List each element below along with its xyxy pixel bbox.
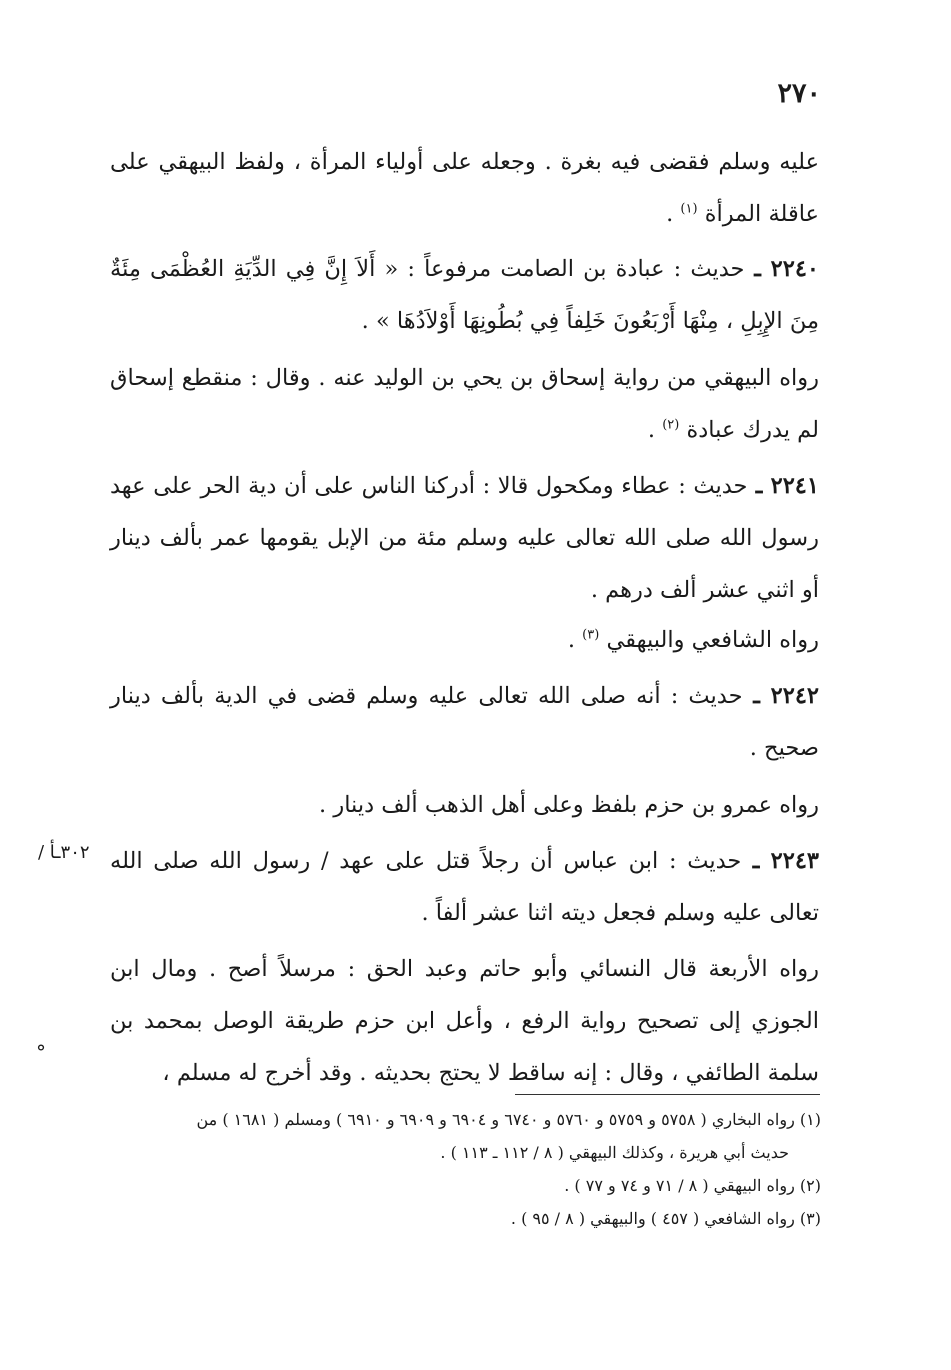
hadith-text: حديث : عطاء ومكحول قالا : أدركنا الناس على أن دية الحر على عهد رسول الله صلى الله تعالى عليه وسلم مئة من الإبل يقومها عمر بألف دينار أو اثني عشر ألف درهم . bbox=[110, 473, 819, 603]
hadith-text: حديث : ابن عباس أن رجلاً قتل على عهد / رسول الله صلى الله تعالى عليه وسلم فجعل ديته اثنا عشر ألفاً . bbox=[110, 848, 819, 926]
footnote-reference: (١) bbox=[680, 201, 698, 217]
hadith-text: حديث : عبادة بن الصامت مرفوعاً : « أَلاَ إِنَّ فِي الدِّيَةِ العُظْمَى مِئَةٌ مِنَ الإِبِلِ ، مِنْهَا أَرْبَعُونَ خَلِفاً فِي بُطُونِهَا أَوْلاَدُهَا » . bbox=[110, 256, 819, 334]
narration-2242 bbox=[110, 779, 819, 831]
paragraph-continuation bbox=[110, 136, 819, 240]
narration-2241 bbox=[110, 614, 819, 666]
narration-text: رواه الشافعي والبيهقي bbox=[606, 627, 819, 653]
narration-2243 bbox=[110, 943, 819, 1099]
hadith-number: ٢٢٤٣ ـ bbox=[741, 848, 819, 874]
paragraph-tail: . bbox=[666, 201, 674, 227]
narration-tail: . bbox=[647, 417, 656, 443]
footnote-1 bbox=[110, 1103, 821, 1169]
narration-text: رواه البيهقي من رواية إسحاق بن يحي بن الوليد عنه . وقال : منقطع إسحاق لم يدرك عبادة bbox=[110, 365, 819, 443]
narration-tail: . bbox=[567, 627, 576, 653]
footnotes bbox=[110, 1103, 821, 1235]
hadith-2241 bbox=[110, 460, 819, 616]
page-number: ٢٧٠ bbox=[777, 78, 821, 109]
narration-text: رواه عمرو بن حزم بلفظ وعلى أهل الذهب ألف دينار . bbox=[319, 792, 819, 818]
margin-mark: ° bbox=[36, 1040, 46, 1064]
footnote-separator bbox=[515, 1094, 820, 1095]
manuscript-folio-note: ٣٠٢ـأ / bbox=[38, 842, 90, 863]
hadith-2243 bbox=[110, 835, 819, 939]
hadith-text: حديث : أنه صلى الله تعالى عليه وسلم قضى في الدية بألف دينار صحيح . bbox=[110, 683, 819, 761]
hadith-2242 bbox=[110, 670, 819, 774]
footnote-2: (٢) رواه البيهقي ( ٨ / ٧١ و ٧٤ و ٧٧ ) . bbox=[564, 1176, 821, 1195]
footnote-line: (١) رواه البخاري ( ٥٧٥٨ و ٥٧٥٩ و ٥٧٦٠ و ٦٧٤٠ و ٦٩٠٤ و ٦٩٠٩ و ٦٩١٠ ) ومسلم ( ١٦٨١ ) من bbox=[196, 1110, 821, 1129]
narration-2240 bbox=[110, 352, 819, 456]
footnote-3: (٣) رواه الشافعي ( ٤٥٧ ) والبيهقي ( ٨ / ٩٥ ) . bbox=[510, 1209, 821, 1228]
footnote-reference: (٢) bbox=[662, 417, 680, 433]
hadith-number: ٢٢٤٠ ـ bbox=[744, 256, 819, 282]
footnote-reference: (٣) bbox=[582, 627, 600, 643]
hadith-number: ٢٢٤٢ ـ bbox=[742, 683, 819, 709]
footnote-line: حديث أبي هريرة ، وكذلك البيهقي ( ٨ / ١١٢ ـ ١١٣ ) . bbox=[440, 1143, 789, 1162]
narration-text: رواه الأربعة قال النسائي وأبو حاتم وعبد الحق : مرسلاً أصح . ومال ابن الجوزي إلى تصحيح رواية الرفع ، وأعل ابن حزم طريقة الوصل بمحمد بن سلمة الطائفي ، وقال : إنه ساقط لا يحتج بحديثه . وقد أخرج له مسلم ، bbox=[110, 956, 819, 1086]
paragraph-text: عليه وسلم فقضى فيه بغرة . وجعله على أولياء المرأة ، ولفظ البيهقي على عاقلة المرأة bbox=[110, 149, 819, 227]
hadith-2240 bbox=[110, 243, 819, 347]
hadith-number: ٢٢٤١ ـ bbox=[747, 473, 819, 499]
